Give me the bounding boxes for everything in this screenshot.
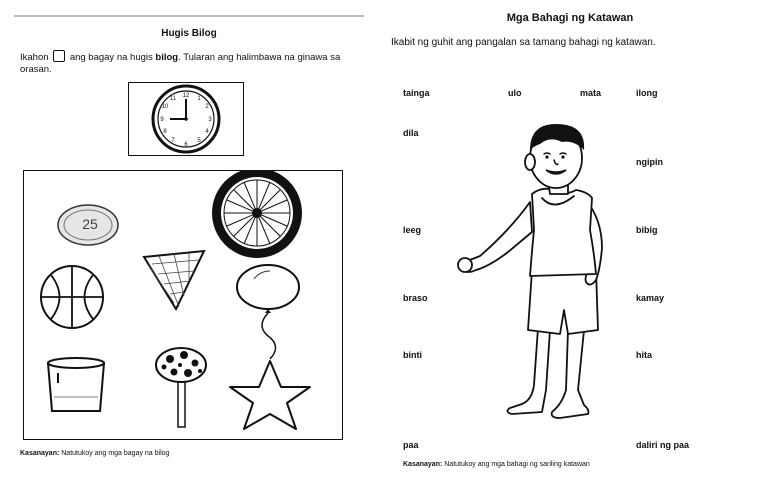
left-footer-label: Kasanayan: xyxy=(20,450,60,457)
instruction-start: Ikahon xyxy=(20,52,49,63)
star-icon xyxy=(230,361,310,429)
svg-text:2: 2 xyxy=(205,104,209,110)
svg-text:11: 11 xyxy=(169,96,177,102)
svg-text:12: 12 xyxy=(182,93,190,99)
label-dila: dila xyxy=(403,128,419,138)
left-instruction xyxy=(20,50,360,76)
right-footer-label: Kasanayan: xyxy=(403,461,443,468)
label-ulo: ulo xyxy=(508,88,522,98)
label-braso: braso xyxy=(403,293,428,303)
label-paa: paa xyxy=(403,440,419,450)
top-divider xyxy=(14,15,364,17)
svg-text:9: 9 xyxy=(160,117,164,123)
coin-text: 25 xyxy=(82,216,98,232)
svg-text:5: 5 xyxy=(197,138,201,144)
label-ngipin: ngipin xyxy=(636,157,663,167)
svg-text:4: 4 xyxy=(205,129,209,135)
instruction-end: . Tularan ang halimbawa na ginawa sa orasan. xyxy=(20,52,341,75)
left-title: Hugis Bilog xyxy=(161,28,217,39)
lollipop-icon xyxy=(156,348,206,427)
instruction-bold-word: bilog xyxy=(155,52,179,63)
label-binti: binti xyxy=(403,350,422,360)
right-footer-text: Natutukoy ang mga bahagi ng sariling katawan xyxy=(444,461,590,468)
label-ilong: ilong xyxy=(636,88,658,98)
objects-box xyxy=(23,170,343,440)
label-tainga: tainga xyxy=(403,88,430,98)
basketball-icon xyxy=(41,266,103,328)
wheel-icon xyxy=(212,171,302,258)
label-hita: hita xyxy=(636,350,653,360)
label-kamay: kamay xyxy=(636,293,665,303)
right-footer xyxy=(403,461,590,468)
box-icon xyxy=(53,50,65,62)
label-bibig: bibig xyxy=(636,225,658,235)
right-title: Mga Bahagi ng Katawan xyxy=(506,12,634,24)
cone-icon xyxy=(144,251,204,309)
label-mata: mata xyxy=(580,88,602,98)
balloon-icon xyxy=(237,265,299,359)
svg-text:3: 3 xyxy=(208,117,212,123)
left-footer xyxy=(20,450,169,457)
svg-text:10: 10 xyxy=(161,104,169,110)
instruction-middle: ang bagay na hugis xyxy=(69,52,153,63)
label-daliri-ng-paa: daliri ng paa xyxy=(636,440,690,450)
svg-text:6: 6 xyxy=(184,142,188,148)
svg-text:8: 8 xyxy=(163,129,167,135)
coin-icon xyxy=(58,205,118,245)
clock-icon xyxy=(129,83,243,155)
left-footer-text: Natutukoy ang mga bagay na bilog xyxy=(61,450,170,457)
svg-text:1: 1 xyxy=(197,96,201,102)
svg-text:7: 7 xyxy=(171,138,175,144)
glass-icon xyxy=(48,358,104,411)
clock-example-box xyxy=(128,82,244,156)
objects-illustration xyxy=(24,171,342,439)
label-leeg: leeg xyxy=(403,225,422,235)
right-instruction: Ikabit ng guhit ang pangalan sa tamang bahagi ng katawan. xyxy=(391,37,656,48)
child-figure xyxy=(450,120,620,430)
